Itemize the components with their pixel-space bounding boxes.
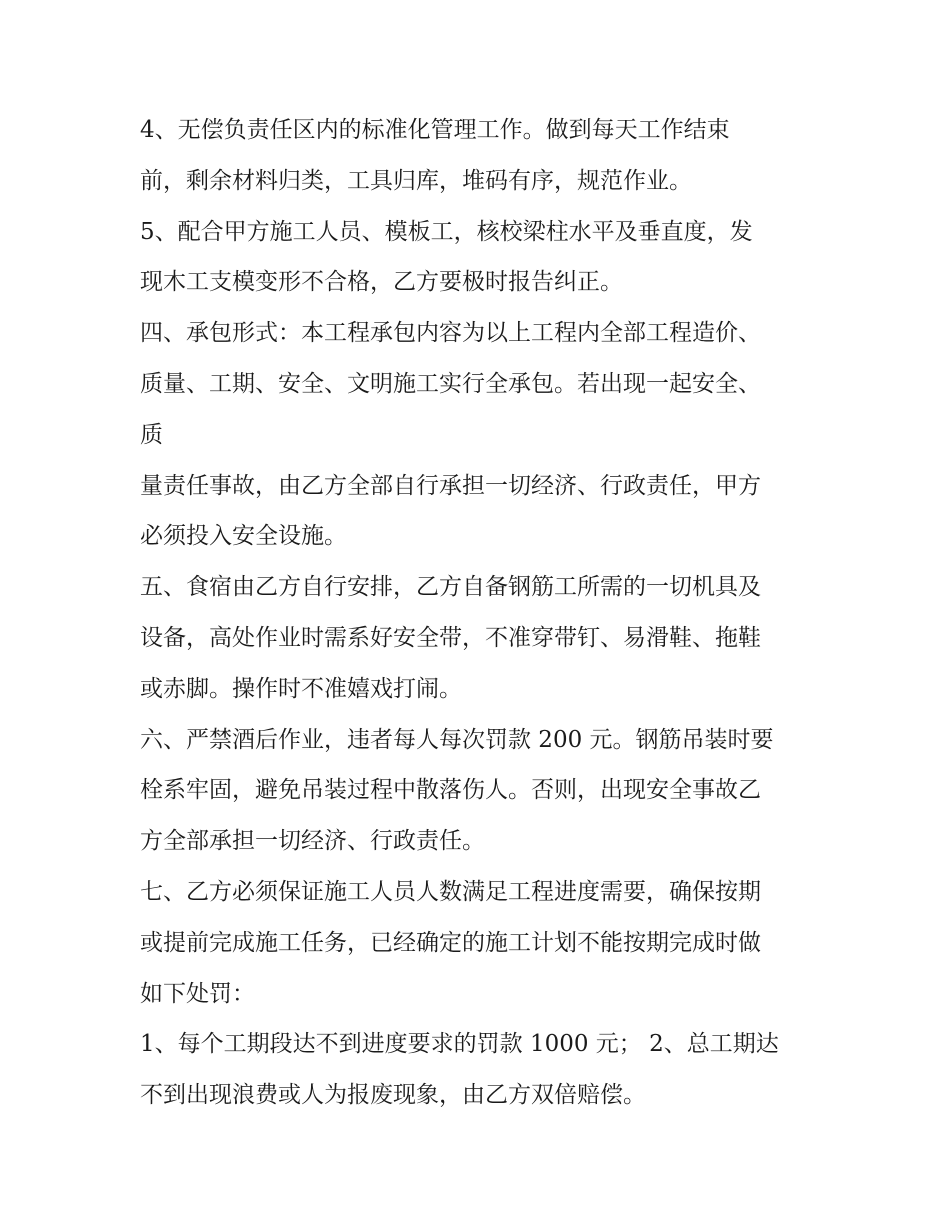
text-line: 质 (140, 421, 163, 448)
text-line: 如下处罚： (140, 980, 255, 1007)
text-line: 必须投入安全设施。 (140, 523, 347, 550)
text-line: 七、乙方必须保证施工人员人数满足工程进度需要，确保按期 (140, 878, 761, 905)
text-line: 五、食宿由乙方自行安排，乙方自备钢筋工所需的一切机具及 (140, 574, 761, 601)
text-line: 现木工支模变形不合格，乙方要极时报告纠正。 (140, 269, 623, 296)
text-line: 不到出现浪费或人为报废现象，由乙方双倍赔偿。 (140, 1082, 646, 1109)
text-line: 栓系牢固，避免吊装过程中散落伤人。否则，出现安全事故乙 (140, 777, 761, 804)
text-line: 5、配合甲方施工人员、模板工，核校梁柱水平及垂直度，发 (140, 218, 753, 245)
text-line: 前，剩余材料归类，工具归库，堆码有序，规范作业。 (140, 167, 692, 194)
document-body (140, 109, 830, 1125)
text-line: 或提前完成施工任务，已经确定的施工计划不能按期完成时做 (140, 929, 761, 956)
text-line: 四、承包形式：本工程承包内容为以上工程内全部工程造价、 (140, 320, 761, 347)
text-line: 4、无偿负责任区内的标准化管理工作。做到每天工作结束 (140, 117, 730, 143)
text-line: 六、严禁酒后作业，违者每人每次罚款 200 元。钢筋吊装时要 (140, 726, 774, 753)
text-line: 或赤脚。操作时不准嬉戏打闹。 (140, 675, 462, 702)
text-line: 量责任事故，由乙方全部自行承担一切经济、行政责任，甲方 (140, 472, 761, 499)
text-line: 质量、工期、安全、文明施工实行全承包。若出现一起安全、 (140, 370, 761, 397)
text-line: 1、每个工期段达不到进度要求的罚款 1000 元； 2、总工期达 (140, 1031, 779, 1058)
text-line: 设备，高处作业时需系好安全带，不准穿带钉、易滑鞋、拖鞋 (140, 624, 761, 651)
text-line: 方全部承担一切经济、行政责任。 (140, 828, 485, 855)
